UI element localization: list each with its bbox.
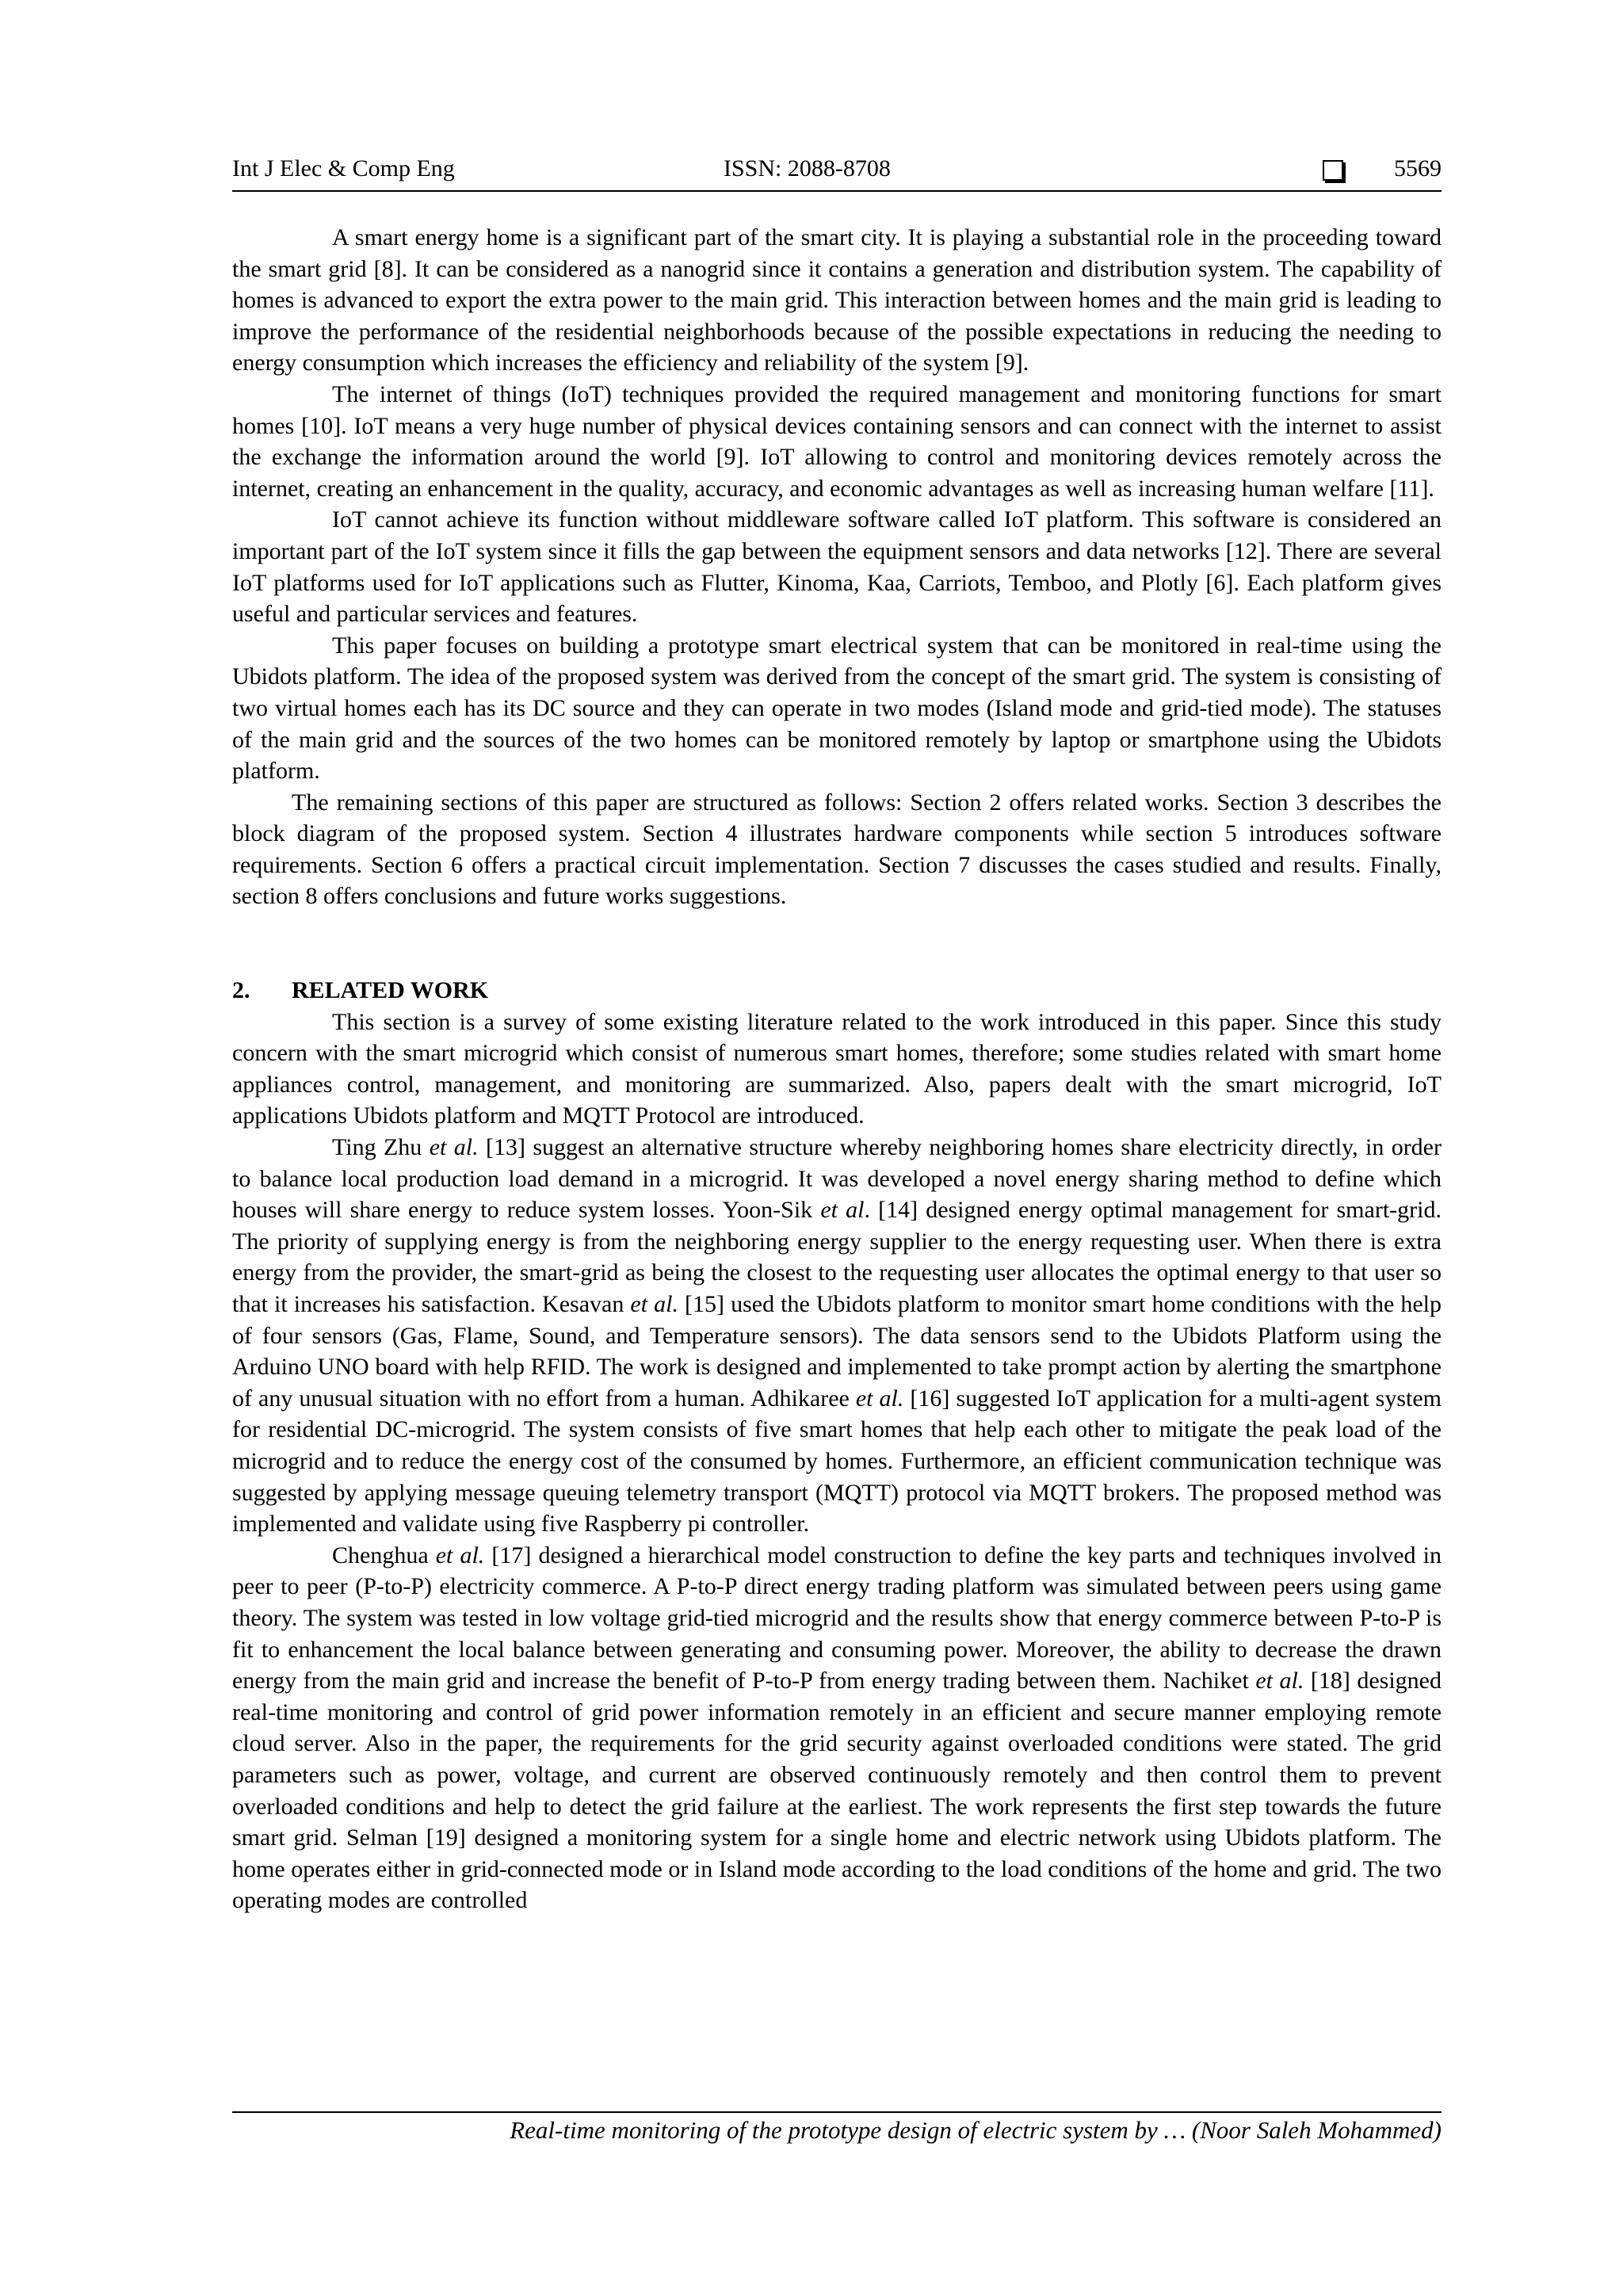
paragraph: This section is a survey of some existing literature related to the work introduced in this paper. Since this study concern with the smart microgrid which consist of numerous smart homes, therefore; some studies related with smart home appliances control, management, and monitoring are summarized. Also, papers dealt with the smart microgrid, IoT applications Ubidots platform and MQTT Protocol are introduced. — [232, 1008, 1442, 1129]
paragraph: IoT cannot achieve its function without middleware software called IoT platform. This software is considered an important part of the IoT system since it fills the gap between the equipment sensors and data networks [12]. There are several IoT platforms used for IoT applications such as Flutter, Kinoma, Kaa, Carriots, Temboo, and Plotly [6]. Each platform gives useful and particular services and features. — [232, 506, 1442, 628]
checkbox-square-icon — [1323, 160, 1343, 181]
body-text — [232, 222, 1442, 1916]
italic-text: et al — [820, 1197, 865, 1224]
paragraph: The internet of things (IoT) techniques provided the required management and monitoring functions for smart homes [10]. IoT means a very huge number of physical devices containing sensors and can connect with the internet to assist the exchange the information around the world [9]. IoT allowing to control and monitoring devices remotely across the internet, creating an enhancement in the quality, accuracy, and economic advantages as well as increasing human welfare [11]. — [232, 380, 1442, 502]
running-footer: Real-time monitoring of the prototype design of electric system by … (Noor Saleh Mohammed) — [510, 2116, 1442, 2144]
italic-text: et al. — [429, 1134, 479, 1161]
text-run: Chenghua — [332, 1541, 436, 1568]
section-number: 2. — [232, 977, 250, 1004]
italic-text: et al. — [435, 1541, 485, 1568]
section-title: RELATED WORK — [292, 977, 489, 1004]
page-number: 5569 — [1394, 155, 1442, 181]
text-run: [17] designed a hierarchical model construction to define the key parts and techniques involved in peer to peer (P-to-P) electricity commerce. A P-to-P direct energy trading platform was simulated between peers using game theory. The system was tested in low voltage grid-tied microgrid and the results show that energy commerce between P-to-P is fit to enhancement the local balance between generating and consuming power. Moreover, the ability to decrease the drawn energy from the main grid and increase the benefit of P-to-P from energy trading between them. Nachiket — [232, 1541, 1442, 1694]
italic-text: et al. — [1255, 1668, 1304, 1694]
paragraph — [232, 1540, 1442, 1916]
section-heading — [232, 975, 1442, 1007]
text-run: [15] used the Ubidots platform to monitor smart home conditions with the help of four sensors (Gas, Flame, Sound, and Temperature sensors). The data sensors send to the Ubidots Platform using the Arduino UNO board with help RFID. The work is designed and implemented to take prompt action by alerting the smartphone of any unusual situation with no effort from a human. Adhikaree — [232, 1291, 1442, 1412]
footer-rule — [232, 2111, 1442, 2113]
paragraph: The remaining sections of this paper are structured as follows: Section 2 offers related works. Section 3 describes the block diagram of the proposed system. Section 4 illustrates hardware components while section 5 introduces software requirements. Section 6 offers a practical circuit implementation. Section 7 discusses the cases studied and results. Finally, section 8 offers conclusions and future works suggestions. — [232, 789, 1442, 910]
text-run: [18] designed real-time monitoring and control of grid power information remotely in an efficient and secure manner employing remote cloud server. Also in the paper, the requirements for the grid security against overloaded conditions were stated. The grid parameters such as power, voltage, and current are observed continuously remotely and then control them to prevent overloaded conditions and help to detect the grid failure at the earliest. The work represents the first step towards the future smart grid. Selman [19] designed a monitoring system for a single home and electric network using Ubidots platform. The home operates either in grid-connected mode or in Island mode according to the load conditions of the home and grid. The two operating modes are controlled — [232, 1668, 1442, 1914]
paragraph — [232, 1132, 1442, 1540]
text-run: . [14] designed energy optimal management for smart-grid. The priority of supplying energy is from the neighboring energy supplier to the energy requesting user. When there is extra energy from the provider, the smart-grid as being the closest to the requesting user allocates the optimal energy to that user so that it increases his satisfaction. Kesavan — [232, 1197, 1442, 1317]
paragraph: A smart energy home is a significant part of the smart city. It is playing a substantial role in the proceeding toward the smart grid [8]. It can be considered as a nanogrid since it contains a generation and distribution system. The capability of homes is advanced to export the extra power to the main grid. This interaction between homes and the main grid is leading to improve the performance of the residential neighborhoods because of the possible expectations in reducing the needing to energy consumption which increases the efficiency and reliability of the system [9]. — [232, 224, 1442, 376]
paragraph: This paper focuses on building a prototype smart electrical system that can be monitored in real-time using the Ubidots platform. The idea of the proposed system was derived from the concept of the smart grid. The system is consisting of two virtual homes each has its DC source and they can operate in two modes (Island mode and grid-tied mode). The statuses of the main grid and the sources of the two homes can be monitored remotely by laptop or smartphone using the Ubidots platform. — [232, 632, 1442, 785]
text-run: Ting Zhu — [332, 1134, 430, 1161]
text-run: [13] suggest an alternative structure whereby neighboring homes share electricity directly, in order to balance local production load demand in a microgrid. It was developed a novel energy sharing method to define which houses will share energy to reduce system losses. Yoon-Sik — [232, 1134, 1442, 1224]
italic-text: et al. — [630, 1291, 678, 1317]
issn: ISSN: 2088-8708 — [724, 155, 891, 181]
italic-text: et al. — [855, 1385, 904, 1412]
text-run: [16] suggested IoT application for a multi-agent system for residential DC-microgrid. The system consists of five smart homes that help each other to mitigate the peak load of the microgrid and to reduce the energy cost of the consumed by homes. Furthermore, an efficient communication technique was suggested by applying message queuing telemetry transport (MQTT) protocol via MQTT brokers. The proposed method was implemented and validate using five Raspberry pi controller. — [232, 1385, 1442, 1538]
running-header — [232, 155, 1442, 192]
journal-name: Int J Elec & Comp Eng — [232, 155, 455, 181]
